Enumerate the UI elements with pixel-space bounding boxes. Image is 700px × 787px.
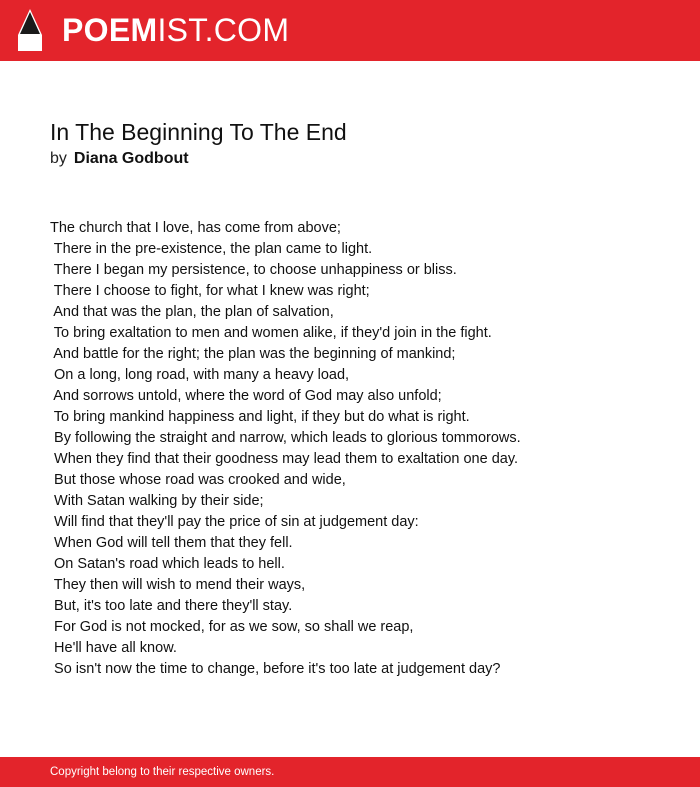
poem-line: There I choose to fight, for what I knew was right;	[50, 283, 370, 299]
poem-line: When God will tell them that they fell.	[50, 535, 293, 551]
poem-body	[50, 218, 670, 680]
pencil-icon	[18, 9, 42, 51]
poem-line: To bring mankind happiness and light, if they but do what is right.	[50, 409, 470, 425]
author-name: Diana Godbout	[73, 150, 189, 167]
poem-line: He'll have all know.	[50, 640, 177, 656]
logo-text-bold: POEM	[62, 12, 158, 48]
poem-line: But, it's too late and there they'll stay.	[50, 598, 293, 614]
poem-line: For God is not mocked, for as we sow, so shall we reap,	[50, 619, 414, 635]
poem-line: But those whose road was crooked and wide,	[50, 472, 346, 488]
poem-line: And battle for the right; the plan was the beginning of mankind;	[50, 346, 456, 362]
poem-line: Will find that they'll pay the price of sin at judgement day:	[50, 514, 419, 530]
poem-title: In The Beginning To The End	[50, 119, 347, 145]
byline	[50, 148, 189, 170]
site-footer	[0, 757, 700, 787]
poem-line: To bring exaltation to men and women alike, if they'd join in the fight.	[50, 325, 492, 341]
site-logo[interactable]	[62, 12, 289, 48]
site-header	[0, 0, 700, 61]
poem-line: On a long, long road, with many a heavy load,	[50, 367, 350, 383]
poem-line: With Satan walking by their side;	[50, 493, 264, 509]
poem-line: So isn't now the time to change, before it's too late at judgement day?	[50, 661, 501, 677]
logo-text-light: IST.COM	[157, 12, 290, 48]
poem-line: On Satan's road which leads to hell.	[50, 556, 285, 572]
by-label: by	[50, 150, 67, 167]
poem-line: When they find that their goodness may lead them to exaltation one day.	[50, 451, 519, 467]
poem-line: And that was the plan, the plan of salvation,	[50, 304, 334, 320]
poem-line: There in the pre-existence, the plan came to light.	[50, 241, 373, 257]
poem-line: The church that I love, has come from above;	[50, 220, 341, 236]
poem-line: By following the straight and narrow, which leads to glorious tommorows.	[50, 430, 521, 446]
poem-line: They then will wish to mend their ways,	[50, 577, 306, 593]
copyright-text: Copyright belong to their respective owners.	[50, 766, 275, 778]
poem-line: And sorrows untold, where the word of God may also unfold;	[50, 388, 442, 404]
poem-line: There I began my persistence, to choose unhappiness or bliss.	[50, 262, 457, 278]
